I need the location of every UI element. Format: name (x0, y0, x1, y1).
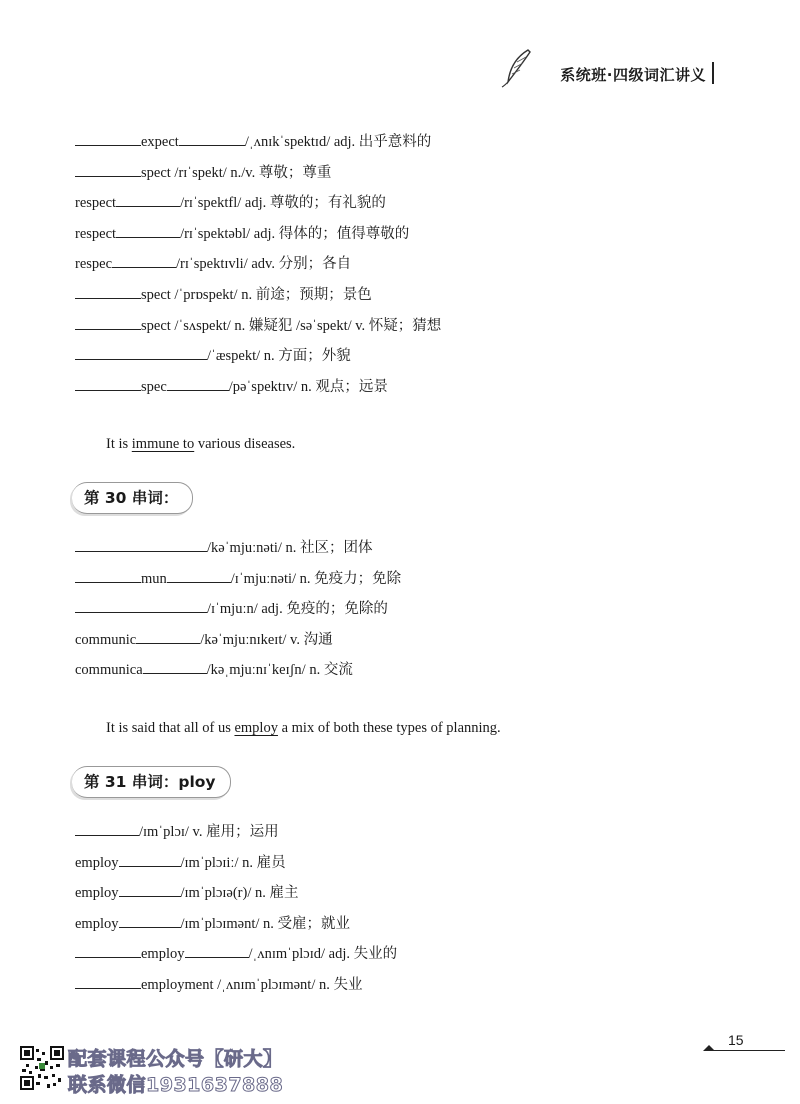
fill-in-blank (167, 570, 231, 583)
word-text: /ɪmˈplɔɪmənt/ n. 受雇；就业 (180, 915, 351, 932)
fill-in-blank (75, 570, 141, 583)
word-text: spec (141, 378, 167, 395)
vocab-line (75, 851, 286, 872)
fill-in-blank (75, 164, 141, 177)
header-title: 系统班·四级词汇讲义 (560, 66, 706, 84)
word-prefix: employ (75, 915, 119, 932)
underlined-phrase: employ (234, 720, 278, 736)
vocab-line (75, 375, 388, 396)
word-text: /ɪmˈplɔɪ/ v. 雇用；运用 (139, 824, 279, 840)
fill-in-blank (179, 133, 245, 146)
watermark-line-1: 配套课程公众号【研大】 (68, 1048, 283, 1070)
word-text: /ɪˈmjuːn/ adj. 免疫的；免除的 (207, 601, 388, 617)
fill-in-blank (75, 600, 207, 613)
word-text: /ˌʌnɪmˈplɔɪd/ adj. 失业的 (248, 946, 398, 962)
word-text: spect /rɪˈspekt/ n./v. 尊敬；尊重 (141, 164, 332, 181)
vocab-line (75, 191, 386, 212)
fill-in-blank (119, 915, 181, 928)
page-rule (705, 1050, 785, 1051)
vocab-line (75, 820, 279, 841)
word-text: /kəˈmjuːnɪkeɪt/ v. 沟通 (200, 631, 333, 648)
word-text: employ (141, 946, 185, 962)
word-prefix: respec (75, 256, 113, 273)
word-prefix: respect (75, 225, 117, 242)
word-prefix: employ (75, 885, 119, 901)
vocab-line (75, 881, 298, 902)
section-heading-30: 第 30 串词： (72, 482, 193, 514)
example-sentence-immune: It is immune to various diseases. (106, 436, 296, 452)
word-text: mun (141, 570, 167, 587)
section-heading-31: 第 31 串词：ploy (72, 766, 231, 798)
fill-in-blank (75, 133, 141, 146)
vocab-line (75, 567, 401, 588)
word-text: /kəˌmjuːnɪˈkeɪʃn/ n. 交流 (206, 662, 353, 678)
qr-code-icon (20, 1046, 64, 1090)
word-text: expect (141, 134, 179, 150)
fill-in-blank (167, 378, 229, 391)
fill-in-blank (185, 945, 249, 958)
vocab-line (75, 283, 372, 304)
fill-in-blank (75, 347, 207, 360)
fill-in-blank (75, 378, 141, 391)
vocab-line (75, 973, 363, 994)
vocab-line (75, 597, 388, 618)
vocab-line (75, 222, 409, 243)
vocab-line (75, 658, 353, 679)
vocab-line (75, 536, 373, 557)
vocab-line (75, 912, 350, 933)
word-text: /ɪmˈplɔɪiː/ n. 雇员 (180, 854, 286, 871)
fill-in-blank (116, 194, 180, 207)
vocab-line (75, 252, 351, 273)
fill-in-blank (75, 976, 141, 989)
word-prefix: communica (75, 662, 143, 678)
word-text: /ˌʌnɪkˈspektɪd/ adj. 出乎意料的 (244, 134, 432, 150)
fill-in-blank (143, 661, 207, 674)
fill-in-blank (75, 945, 141, 958)
fill-in-blank (75, 539, 207, 552)
word-text: /ɪˈmjuːnəti/ n. 免疫力；免除 (230, 570, 402, 587)
fill-in-blank (136, 631, 200, 644)
vocab-line (75, 628, 333, 649)
fill-in-blank (116, 225, 180, 238)
word-text: /kəˈmjuːnəti/ n. 社区；团体 (207, 540, 373, 556)
example-sentence-employ: It is said that all of us employ a mix of both these types of planning. (106, 720, 501, 736)
word-text: /ɪmˈplɔɪə(r)/ n. 雇主 (180, 885, 299, 901)
word-text: employment /ˌʌnɪmˈplɔɪmənt/ n. 失业 (141, 976, 363, 993)
word-text: /rɪˈspektəbl/ adj. 得体的；值得尊敬的 (180, 225, 410, 242)
feather-quill-icon (500, 48, 536, 88)
word-text: /pəˈspektɪv/ n. 观点；远景 (228, 378, 388, 395)
fill-in-blank (119, 884, 181, 897)
word-prefix: employ (75, 854, 119, 871)
word-prefix: respect (75, 195, 117, 212)
word-prefix: communic (75, 631, 137, 648)
header-divider (712, 62, 714, 84)
fill-in-blank (75, 317, 141, 330)
fill-in-blank (112, 255, 176, 268)
vocab-line (75, 130, 431, 151)
fill-in-blank (119, 854, 181, 867)
underlined-phrase: immune to (131, 436, 195, 452)
vocab-line (75, 314, 441, 335)
vocab-line (75, 942, 397, 963)
word-text: /rɪˈspektfl/ adj. 尊敬的；有礼貌的 (180, 195, 386, 212)
fill-in-blank (75, 823, 139, 836)
word-text: spect /ˈsʌspekt/ n. 嫌疑犯 /səˈspekt/ v. 怀疑；猜想 (141, 317, 442, 334)
word-text: spect /ˈprɒspekt/ n. 前途；预期；景色 (141, 287, 372, 303)
word-text: /rɪˈspektɪvli/ adv. 分别；各自 (176, 256, 352, 273)
fill-in-blank (75, 286, 141, 299)
vocab-line (75, 161, 331, 182)
watermark-line-2: 联系微信1931637888 (68, 1074, 284, 1096)
page-number: 15 (728, 1032, 744, 1048)
vocab-line (75, 344, 351, 365)
word-text: /ˈæspekt/ n. 方面；外貌 (207, 348, 351, 365)
